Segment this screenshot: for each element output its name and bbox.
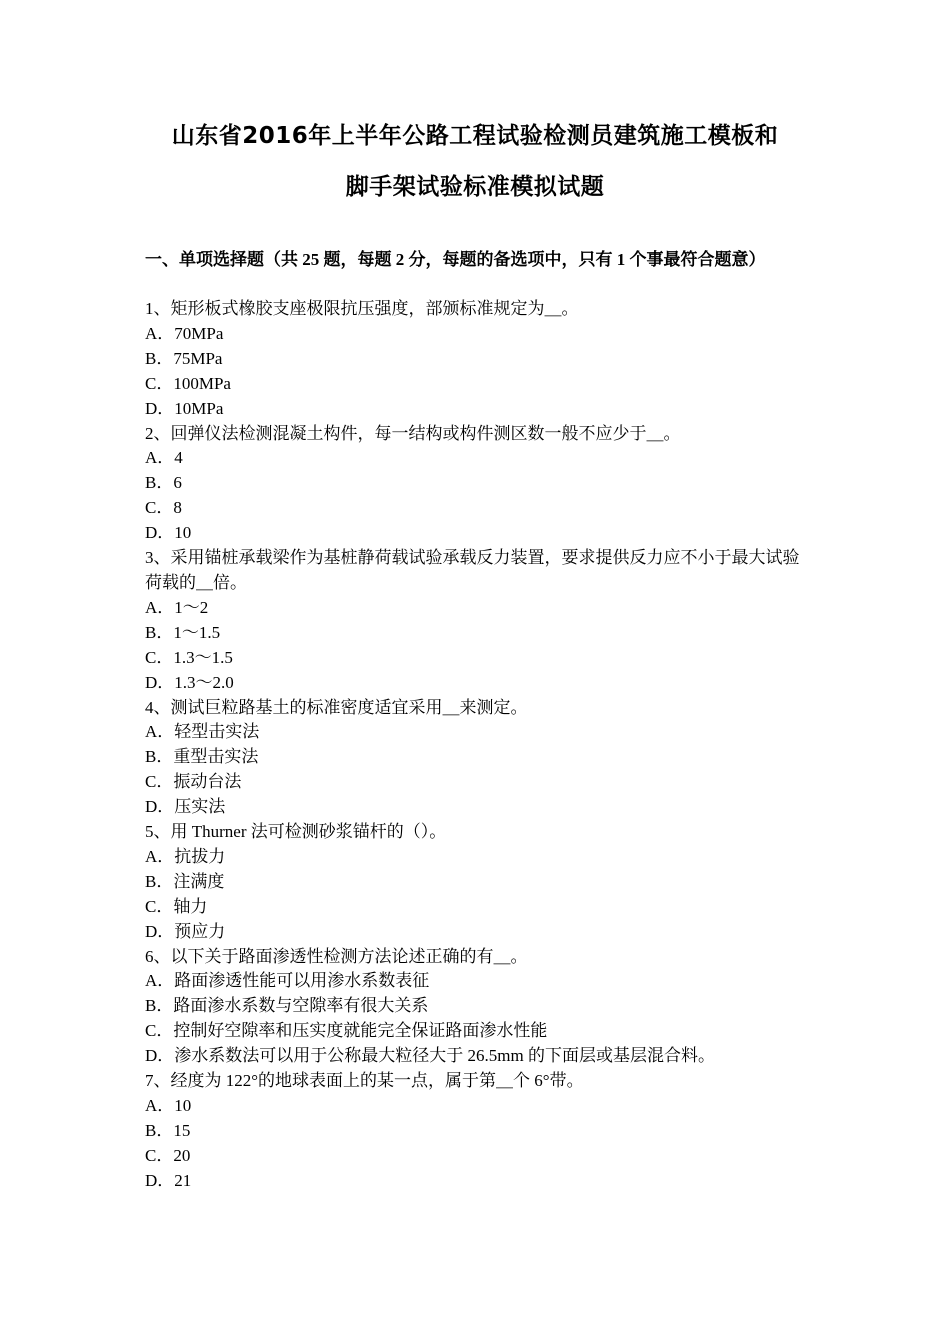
question-3 [145,546,810,695]
option-d: D．1.3～2.0 [145,672,234,692]
question-5 [145,820,810,945]
option-a: A．10 [145,1096,192,1115]
option-c: C．100MPa [145,373,231,393]
option-c: C．振动台法 [145,772,242,792]
option-d: D．21 [145,1170,192,1190]
question-4 [145,696,810,821]
option-c: C．1.3～1.5 [145,647,233,667]
option-d: D．压实法 [145,797,226,817]
option-c: C．8 [145,498,182,518]
option-d: D．10 [145,523,192,543]
option-b: B．注满度 [145,871,225,891]
option-a: A．1～2 [145,597,209,617]
question-stem: 6、以下关于路面渗透性检测方法论述正确的有＿。 [145,946,528,966]
option-a: A．路面渗透性能可以用渗水系数表征 [145,971,430,991]
option-a: A．轻型击实法 [145,722,260,742]
question-stem: 2、回弹仪法检测混凝土构件，每一结构或构件测区数一般不应少于＿。 [145,423,681,443]
option-b: B．6 [145,473,182,493]
option-c: C．轴力 [145,896,208,916]
question-6 [145,945,810,1070]
option-d: D．10MPa [145,398,224,418]
option-a: A．4 [145,448,183,468]
option-b: B．75MPa [145,348,223,368]
option-d: D．渗水系数法可以用于公称最大粒径大于 26.5mm 的下面层或基层混合料。 [145,1046,715,1066]
question-stem: 5、用 Thurner 法可检测砂浆锚杆的（）。 [145,822,447,842]
option-b: B．重型击实法 [145,747,259,767]
question-stem: 4、测试巨粒路基土的标准密度适宜采用＿来测定。 [145,697,528,717]
document-title-line-2: 脚手架试验标准模拟试题 [345,174,605,200]
question-2 [145,422,810,547]
question-stem: 1、矩形板式橡胶支座极限抗压强度，部颁标准规定为＿。 [145,299,579,318]
option-d: D．预应力 [145,921,226,941]
option-a: A．70MPa [145,323,224,343]
section-heading: 一、单项选择题（共 25 题，每题 2 分，每题的备选项中，只有 1 个事最符合题意） [145,250,766,269]
question-stem: 7、经度为 122°的地球表面上的某一点，属于第＿个 6°带。 [145,1071,584,1091]
question-7 [145,1069,810,1194]
question-list [145,297,810,1194]
option-c: C．控制好空隙率和压实度就能完全保证路面渗水性能 [145,1021,548,1041]
option-a: A．抗拔力 [145,846,226,866]
option-b: B．路面渗水系数与空隙率有很大关系 [145,996,429,1016]
question-1 [145,297,810,422]
document-title-line-1: 山东省2016年上半年公路工程试验检测员建筑施工模板和 [171,123,779,149]
option-b: B．15 [145,1120,191,1140]
question-stem: 3、采用锚桩承载梁作为基桩静荷载试验承载反力装置，要求提供反力应不小于最大试验荷载的＿倍。 [145,548,800,592]
option-c: C．20 [145,1145,191,1165]
option-b: B．1～1.5 [145,622,221,642]
